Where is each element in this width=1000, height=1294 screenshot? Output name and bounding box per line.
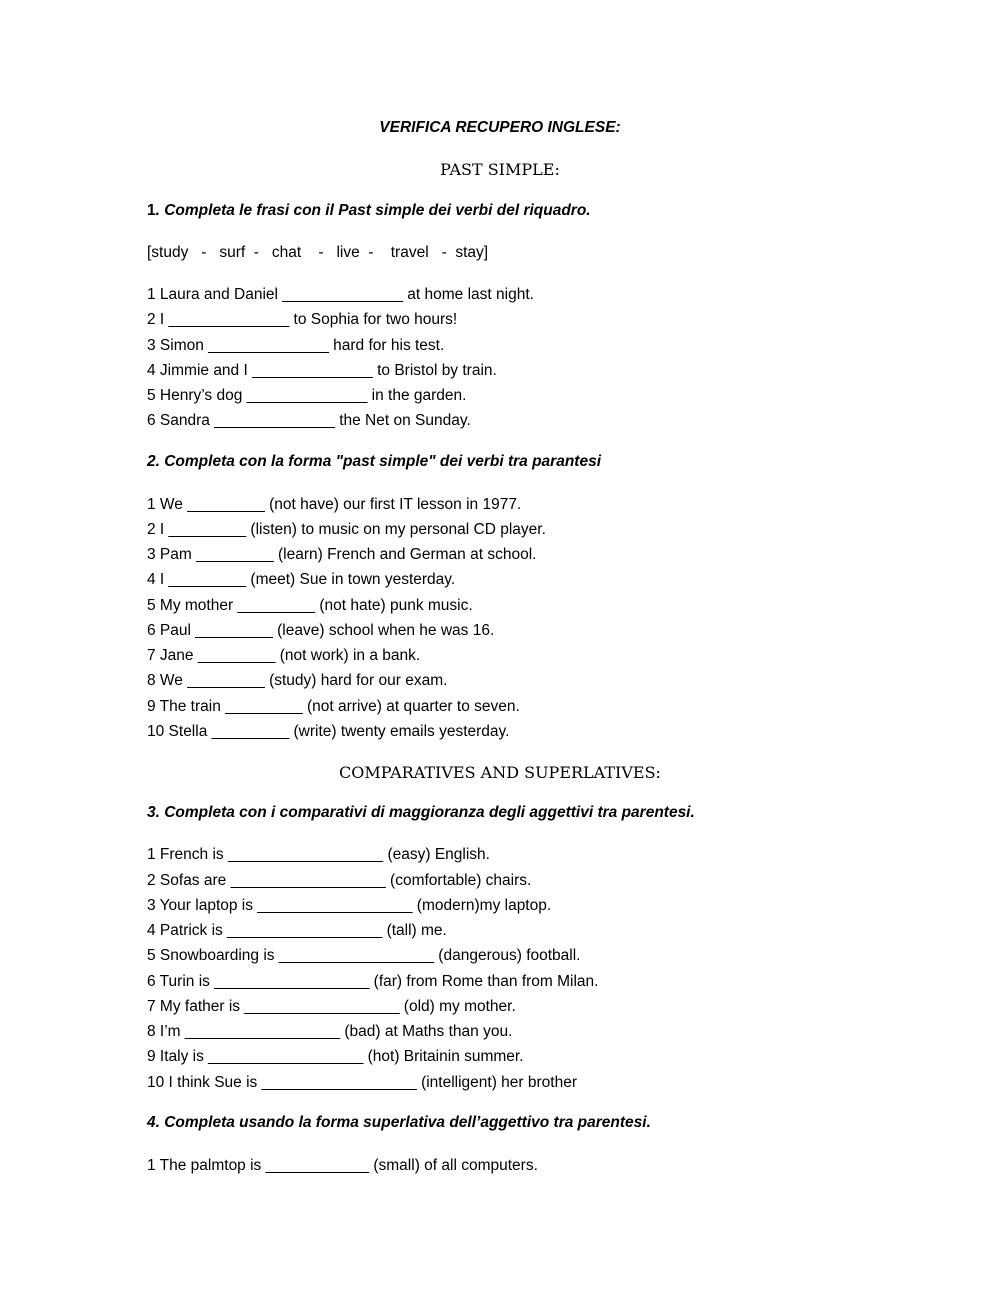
exercise-1-item: 6 Sandra ______________ the Net on Sunday. [147, 412, 471, 429]
section-heading-past-simple: PAST SIMPLE: [440, 160, 560, 179]
exercise-1-item: 4 Jimmie and I ______________ to Bristol by train. [147, 362, 497, 379]
exercise-2-item: 10 Stella _________ (write) twenty emails yesterday. [147, 723, 510, 740]
exercise-2-item: 3 Pam _________ (learn) French and German at school. [147, 546, 537, 563]
exercise-1-item: 1 Laura and Daniel ______________ at home last night. [147, 286, 534, 303]
exercise-1-heading [147, 202, 591, 220]
exercise-3-item: 10 I think Sue is __________________ (intelligent) her brother [147, 1074, 578, 1091]
exercise-1-item: 5 Henry’s dog ______________ in the garden. [147, 387, 467, 404]
exercise-3-item: 5 Snowboarding is __________________ (dangerous) football. [147, 947, 581, 964]
exercise-2-item: 6 Paul _________ (leave) school when he was 16. [147, 622, 495, 639]
exercise-2-item: 4 I _________ (meet) Sue in town yesterday. [147, 571, 456, 588]
exercise-2-item: 8 We _________ (study) hard for our exam. [147, 672, 448, 689]
exercise-1-item: 2 I ______________ to Sophia for two hours! [147, 311, 458, 328]
exercise-2-heading: 2. Completa con la forma "past simple" dei verbi tra parantesi [147, 453, 602, 470]
exercise-3-item: 2 Sofas are __________________ (comfortable) chairs. [147, 872, 532, 889]
exercise-2-item: 2 I _________ (listen) to music on my personal CD player. [147, 521, 546, 538]
section-heading-comparatives: COMPARATIVES AND SUPERLATIVES: [339, 763, 661, 782]
exercise-3-item: 1 French is __________________ (easy) English. [147, 846, 490, 863]
exercise-3-item: 3 Your laptop is __________________ (modern)my laptop. [147, 897, 552, 914]
exercise-2-item: 7 Jane _________ (not work) in a bank. [147, 647, 421, 664]
exercise-3-item: 8 I’m __________________ (bad) at Maths than you. [147, 1023, 513, 1040]
exercise-1-item: 3 Simon ______________ hard for his test. [147, 337, 445, 354]
page-title: VERIFICA RECUPERO INGLESE: [379, 119, 621, 136]
word-box: [study - surf - chat - live - travel - stay] [147, 244, 489, 261]
exercise-2-item: 1 We _________ (not have) our first IT lesson in 1977. [147, 496, 522, 513]
exercise-4-item: 1 The palmtop is ____________ (small) of all computers. [147, 1157, 538, 1174]
exercise-3-item: 7 My father is __________________ (old) my mother. [147, 998, 516, 1015]
exercise-1-number: 1 [147, 202, 156, 219]
exercise-3-item: 6 Turin is __________________ (far) from Rome than from Milan. [147, 973, 599, 990]
exercise-3-item: 4 Patrick is __________________ (tall) me. [147, 922, 447, 939]
exercise-2-item: 9 The train _________ (not arrive) at quarter to seven. [147, 698, 520, 715]
exercise-3-item: 9 Italy is __________________ (hot) Britainin summer. [147, 1048, 524, 1065]
exercise-2-item: 5 My mother _________ (not hate) punk music. [147, 597, 473, 614]
exercise-4-heading: 4. Completa usando la forma superlativa dell’aggettivo tra parentesi. [147, 1114, 651, 1131]
exercise-1-instruction: . Completa le frasi con il Past simple dei verbi del riquadro. [155, 202, 591, 219]
exercise-3-heading: 3. Completa con i comparativi di maggioranza degli aggettivi tra parentesi. [147, 804, 695, 821]
